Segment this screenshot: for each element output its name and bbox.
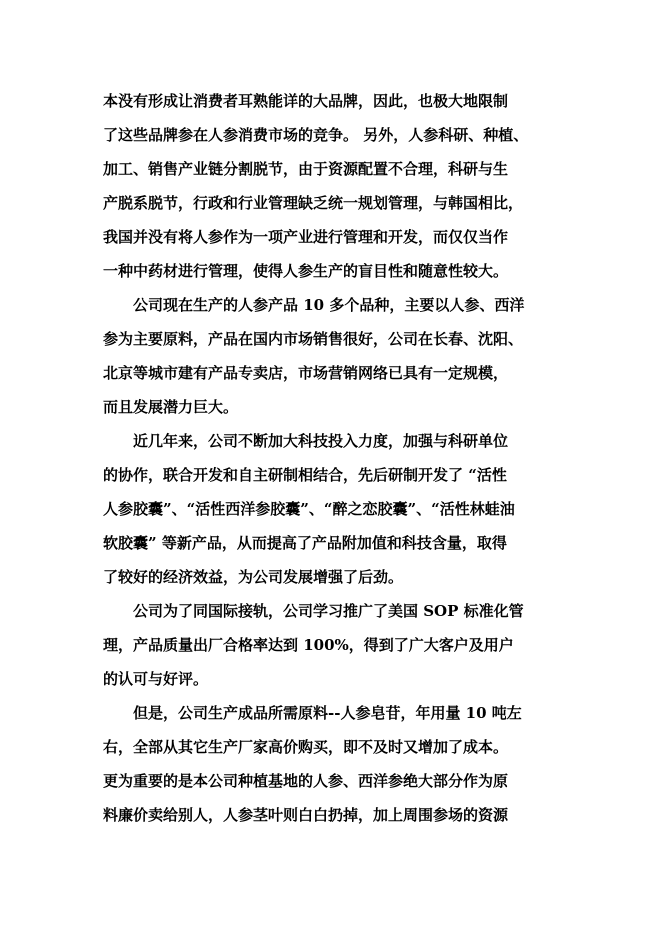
body-text xyxy=(103,84,573,832)
text-line: 的认可与好评。 xyxy=(103,670,209,688)
text-line: 而且发展潜力巨大。 xyxy=(103,398,239,416)
text-line: 料廉价卖给别人，人参茎叶则白白扔掉，加上周围参场的资源 xyxy=(103,806,509,824)
text-line: 软胶囊” 等新产品，从而提高了产品附加值和科技含量，取得 xyxy=(103,534,507,552)
text-line: 更为重要的是本公司种植基地的人参、西洋参绝大部分作为原 xyxy=(103,772,509,790)
text-line: 参为主要原料，产品在国内市场销售很好，公司在长春、沈阳、 xyxy=(103,330,524,348)
text-line: 人参胶囊”、“活性西洋参胶囊”、“醉之恋胶囊”、“活性林蛙油 xyxy=(103,500,515,518)
text-line: 本没有形成让消费者耳熟能详的大品牌，因此，也极大地限制 xyxy=(103,92,509,110)
text-line: 了这些品牌参在人参消费市场的竞争。 另外，人参科研、种植、 xyxy=(103,126,529,144)
text-line: 一种中药材进行管理，使得人参生产的盲目性和随意性较大。 xyxy=(103,262,509,280)
text-line: 加工、销售产业链分割脱节，由于资源配置不合理，科研与生 xyxy=(103,160,509,178)
text-line: 右，全部从其它生产厂家高价购买，即不及时又增加了成本。 xyxy=(103,738,509,756)
text-line: 我国并没有将人参作为一项产业进行管理和开发，而仅仅当作 xyxy=(103,228,509,246)
text-line: 北京等城市建有产品专卖店，市场营销网络已具有一定规模， xyxy=(103,364,509,382)
paragraph-start-line: 公司为了同国际接轨，公司学习推广了美国 SOP 标准化管 xyxy=(133,602,524,620)
paragraph-start-line: 但是，公司生产成品所需原料--人参皂苷，年用量 10 吨左 xyxy=(133,704,522,722)
text-line: 产脱系脱节，行政和行业管理缺乏统一规划管理，与韩国相比， xyxy=(103,194,524,212)
paragraph-start-line: 公司现在生产的人参产品 10 多个品种，主要以人参、西洋 xyxy=(133,296,525,314)
text-line: 的协作，联合开发和自主研制相结合，先后研制开发了 “活性 xyxy=(103,466,507,484)
paragraph-start-line: 近几年来，公司不断加大科技投入力度，加强与科研单位 xyxy=(133,432,509,450)
text-line: 理，产品质量出厂合格率达到 100%，得到了广大客户及用户 xyxy=(103,636,514,654)
text-line: 了较好的经济效益，为公司发展增强了后劲。 xyxy=(103,568,404,586)
